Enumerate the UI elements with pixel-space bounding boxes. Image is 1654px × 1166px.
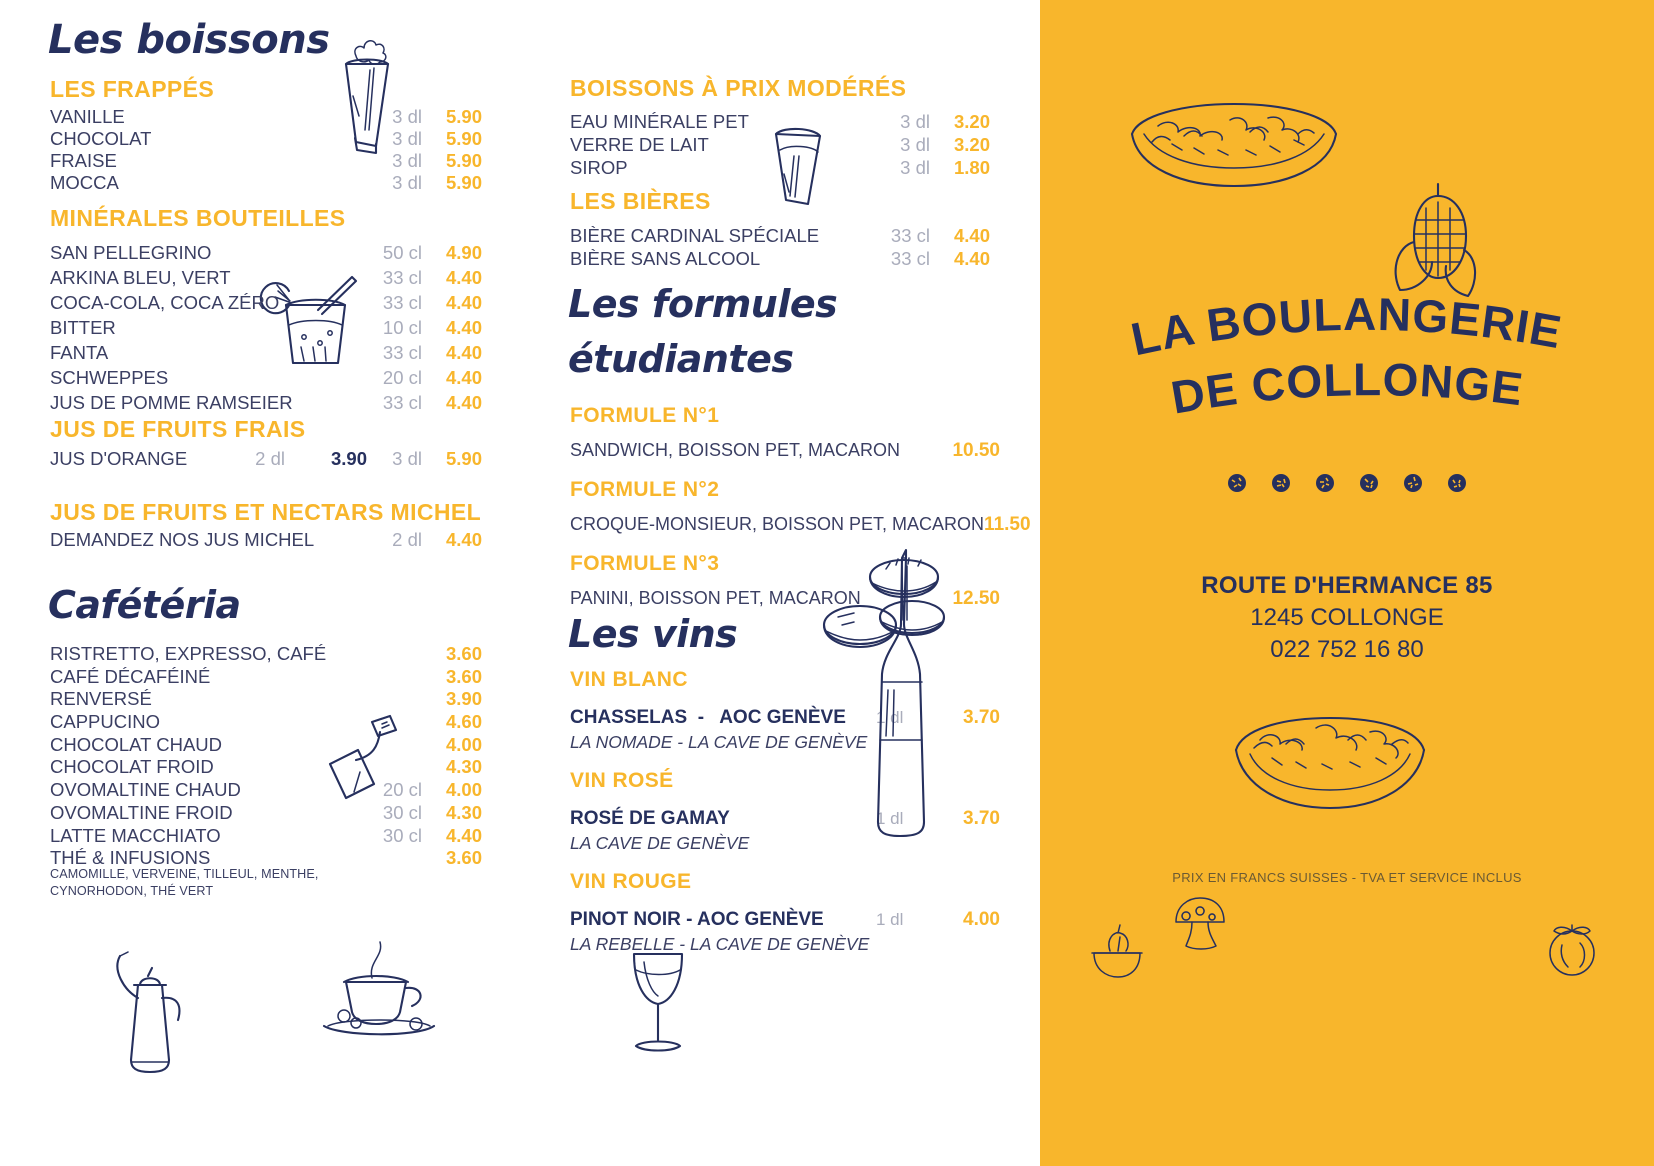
item-size: 2 dl <box>392 529 422 550</box>
address-street: ROUTE D'HERMANCE 85 <box>1201 572 1493 599</box>
item-price: 4.40 <box>445 824 482 846</box>
wine-producer: LA CAVE DE GENÈVE <box>570 833 750 853</box>
bread-dot-icon <box>1358 472 1380 494</box>
item-size: 50 cl <box>382 242 422 263</box>
menu-row <box>50 690 482 713</box>
item-price: 3.20 <box>953 134 990 155</box>
item-price: 4.60 <box>445 711 482 733</box>
item-price: 4.30 <box>445 756 482 778</box>
menu-row <box>50 781 482 804</box>
menu-row <box>570 227 998 250</box>
coffee-cup-icon <box>306 930 446 1045</box>
item-size: 30 cl <box>382 801 422 823</box>
wine-name: PINOT NOIR - AOC GENÈVE <box>570 909 824 930</box>
item-price: 4.30 <box>445 801 482 823</box>
table-les-bieres <box>570 227 998 273</box>
item-name: FRAISE <box>50 150 117 171</box>
category-les-frappes: LES FRAPPÉS <box>50 76 215 102</box>
wine-price: 3.70 <box>963 808 1000 829</box>
item-name: MOCCA <box>50 172 119 193</box>
table-cafeteria <box>50 645 482 872</box>
item-size: 3 dl <box>900 111 930 132</box>
bread-dot-icon <box>1314 472 1336 494</box>
menu-row <box>50 801 482 827</box>
item-name: CHOCOLAT CHAUD <box>50 733 223 755</box>
wine-bottle-icon <box>844 325 964 630</box>
item-size: 3 dl <box>392 106 422 127</box>
item-name: BITTER <box>50 317 116 338</box>
item-name: CHOCOLAT <box>50 128 152 149</box>
formule-price: 11.50 <box>984 514 1031 535</box>
item-size: 20 cl <box>382 367 422 388</box>
menu-row <box>50 369 482 394</box>
item-size: 33 cl <box>382 267 422 288</box>
section-title-vins: Les vins <box>568 612 738 656</box>
item-price: 3.60 <box>445 643 482 664</box>
wine-size: 1 dl <box>876 809 904 828</box>
bread-dot-icon <box>1226 472 1248 494</box>
item-size: 33 cl <box>890 248 930 269</box>
corn-cob-icon <box>1380 180 1490 315</box>
formule-price: 12.50 <box>952 588 1000 609</box>
phone-number: 022 752 16 80 <box>1270 635 1424 663</box>
item-price: 4.40 <box>445 342 482 363</box>
bread-dot-icon <box>1270 472 1292 494</box>
wine-name: CHASSELAS - AOC GENÈVE <box>570 707 846 728</box>
item-name: JUS D'ORANGE <box>50 448 188 469</box>
wine-group-heading: VIN ROUGE <box>570 870 692 893</box>
category-les-bieres: LES BIÈRES <box>570 188 711 214</box>
item-name: BIÈRE SANS ALCOOL <box>570 248 761 269</box>
menu-row <box>50 645 482 668</box>
item-price: 4.40 <box>445 317 482 338</box>
item-price: 4.00 <box>445 733 482 755</box>
formule-heading: FORMULE N°1 <box>570 404 720 427</box>
tomato-icon <box>1538 915 1608 990</box>
table-boissons-prix-moderes <box>570 113 998 182</box>
garlic-mortar-icon <box>1082 915 1152 990</box>
item-name: VANILLE <box>50 106 125 127</box>
item-price: 5.90 <box>445 150 482 171</box>
item-price: 4.90 <box>445 242 482 263</box>
item-size: 33 cl <box>382 342 422 363</box>
item-name: ARKINA BLEU, VERT <box>50 267 231 288</box>
category-minerales-bouteilles: MINÉRALES BOUTEILLES <box>50 205 346 231</box>
menu-row <box>50 665 482 691</box>
item-name: JUS DE POMME RAMSEIER <box>50 392 293 413</box>
formule-description: PANINI, BOISSON PET, MACARON <box>570 588 861 608</box>
item-price: 4.40 <box>445 292 482 313</box>
bread-dot-icon <box>1446 472 1468 494</box>
item-name: OVOMALTINE FROID <box>50 801 233 823</box>
address-block <box>1040 570 1654 666</box>
item-name: SCHWEPPES <box>50 367 169 388</box>
tea-varieties-line1: CAMOMILLE, VERVEINE, TILLEUL, MENTHE, <box>50 867 319 881</box>
section-title-boissons: Les boissons <box>48 17 330 63</box>
menu-row <box>50 152 482 174</box>
menu-row <box>50 319 482 344</box>
formules-title-line1: Les formules <box>568 282 838 326</box>
tea-varieties-note <box>50 866 380 899</box>
item-name: RENVERSÉ <box>50 688 152 710</box>
coffee-pot-icon <box>98 940 208 1085</box>
category-boissons-prix-moderes: BOISSONS À PRIX MODÉRÉS <box>570 75 907 101</box>
item-size: 3 dl <box>392 128 422 149</box>
item-name: LATTE MACCHIATO <box>50 824 221 846</box>
svg-text:LA BOULANGERIE: LA BOULANGERIE <box>1126 296 1566 366</box>
item-size: 30 cl <box>382 824 422 846</box>
wine-name: ROSÉ DE GAMAY <box>570 808 730 829</box>
item-name: CAFÉ DÉCAFÉINÉ <box>50 665 211 687</box>
item-price-alt: 5.90 <box>445 448 482 469</box>
table-les-frappes <box>50 108 482 196</box>
salad-bowl-icon <box>1220 700 1440 825</box>
bread-dots-decoration <box>1040 472 1654 494</box>
category-jus-de-fruits-frais: JUS DE FRUITS FRAIS <box>50 416 306 442</box>
item-name: OVOMALTINE CHAUD <box>50 779 241 801</box>
menu-row <box>570 159 998 182</box>
menu-row <box>50 130 482 152</box>
item-price: 1.80 <box>953 157 990 178</box>
menu-row <box>570 136 998 159</box>
category-jus-nectars-michel: JUS DE FRUITS ET NECTARS MICHEL <box>50 499 482 525</box>
item-name: BIÈRE CARDINAL SPÉCIALE <box>570 225 820 246</box>
item-size: 10 cl <box>382 317 422 338</box>
item-size: 20 cl <box>382 779 422 801</box>
menu-row <box>50 531 482 550</box>
item-size: 33 cl <box>382 392 422 413</box>
section-title-cafeteria: Cafétéria <box>48 583 241 627</box>
menu-row <box>50 758 482 781</box>
item-size: 3 dl <box>900 134 930 155</box>
menu-row <box>50 108 482 130</box>
item-price: 5.90 <box>445 172 482 193</box>
wine-size: 1 dl <box>876 708 904 727</box>
item-price: 3.20 <box>953 111 990 132</box>
item-name: THÉ & INFUSIONS <box>50 847 211 869</box>
item-price: 3.90 <box>330 448 367 469</box>
item-size: 3 dl <box>392 150 422 171</box>
brand-panel <box>1040 0 1654 1166</box>
menu-row <box>50 824 482 850</box>
wine-producer: LA NOMADE - LA CAVE DE GENÈVE <box>570 732 868 752</box>
item-size: 3 dl <box>900 157 930 178</box>
mushroom-icon <box>1166 888 1236 963</box>
item-price: 4.40 <box>953 225 990 246</box>
wine-group-heading: VIN BLANC <box>570 668 688 691</box>
item-price: 4.40 <box>445 392 482 413</box>
wine-price: 3.70 <box>963 707 1000 728</box>
menu-row <box>50 174 482 196</box>
item-size: 3 dl <box>392 172 422 193</box>
wine-line <box>570 909 1000 931</box>
svg-text:DE COLLONGE: DE COLLONGE <box>1167 353 1527 424</box>
formules-title-line2: étudiantes <box>568 337 794 381</box>
formule-description: SANDWICH, BOISSON PET, MACARON <box>570 440 901 460</box>
menu-row <box>50 244 482 269</box>
item-size: 33 cl <box>382 292 422 313</box>
menu-row <box>50 344 482 369</box>
formule-description: CROQUE-MONSIEUR, BOISSON PET, MACARON <box>570 514 985 534</box>
item-price: 3.60 <box>445 665 482 687</box>
item-name: CHOCOLAT FROID <box>50 756 214 778</box>
salad-bowl-icon <box>1118 90 1348 205</box>
item-price: 4.40 <box>445 367 482 388</box>
wine-price: 4.00 <box>963 909 1000 930</box>
wine-glass-icon <box>608 940 708 1065</box>
formule-heading: FORMULE N°2 <box>570 478 720 501</box>
item-price: 3.90 <box>445 688 482 710</box>
menu-row <box>50 450 482 469</box>
menu-row <box>50 294 482 319</box>
item-price: 5.90 <box>445 128 482 149</box>
menu-row <box>50 713 482 736</box>
address-city: 1245 COLLONGE <box>1250 603 1444 631</box>
item-price: 4.40 <box>445 529 482 550</box>
item-size-alt: 3 dl <box>392 448 422 469</box>
item-size: 2 dl <box>255 448 285 469</box>
table-jus-de-fruits-frais <box>50 450 482 469</box>
item-name: EAU MINÉRALE PET <box>570 111 749 132</box>
table-jus-nectars-michel <box>50 531 482 550</box>
tea-varieties-line2: CYNORHODON, THÉ VERT <box>50 883 214 898</box>
item-price: 5.90 <box>445 106 482 127</box>
brand-name <box>1040 296 1654 426</box>
menu-row <box>570 113 998 136</box>
formule-price: 10.50 <box>952 440 1000 461</box>
table-minerales-bouteilles <box>50 244 482 419</box>
legal-note: PRIX EN FRANCS SUISSES - TVA ET SERVICE INCLUS <box>1172 870 1522 885</box>
formule-heading: FORMULE N°3 <box>570 552 720 575</box>
item-name: FANTA <box>50 342 109 363</box>
wine-producer: LA REBELLE - LA CAVE DE GENÈVE <box>570 934 870 954</box>
item-price: 4.40 <box>445 267 482 288</box>
wine-group-heading: VIN ROSÉ <box>570 769 674 792</box>
item-name: SIROP <box>570 157 628 178</box>
item-name: RISTRETTO, EXPRESSO, CAFÉ <box>50 643 327 664</box>
bread-dot-icon <box>1402 472 1424 494</box>
item-price: 4.40 <box>953 248 990 269</box>
brand-name-arched <box>1087 296 1607 426</box>
item-name: DEMANDEZ NOS JUS MICHEL <box>50 529 315 550</box>
item-name: VERRE DE LAIT <box>570 134 709 155</box>
menu-row <box>50 733 482 759</box>
item-name: COCA-COLA, COCA ZÉRO <box>50 292 280 313</box>
menu-row <box>570 250 998 273</box>
item-price: 4.00 <box>445 779 482 801</box>
item-name: CAPPUCINO <box>50 711 160 733</box>
item-name: SAN PELLEGRINO <box>50 242 212 263</box>
wine-size: 1 dl <box>876 910 904 929</box>
menu-row <box>50 269 482 294</box>
item-size: 33 cl <box>890 225 930 246</box>
item-price: 3.60 <box>445 847 482 869</box>
